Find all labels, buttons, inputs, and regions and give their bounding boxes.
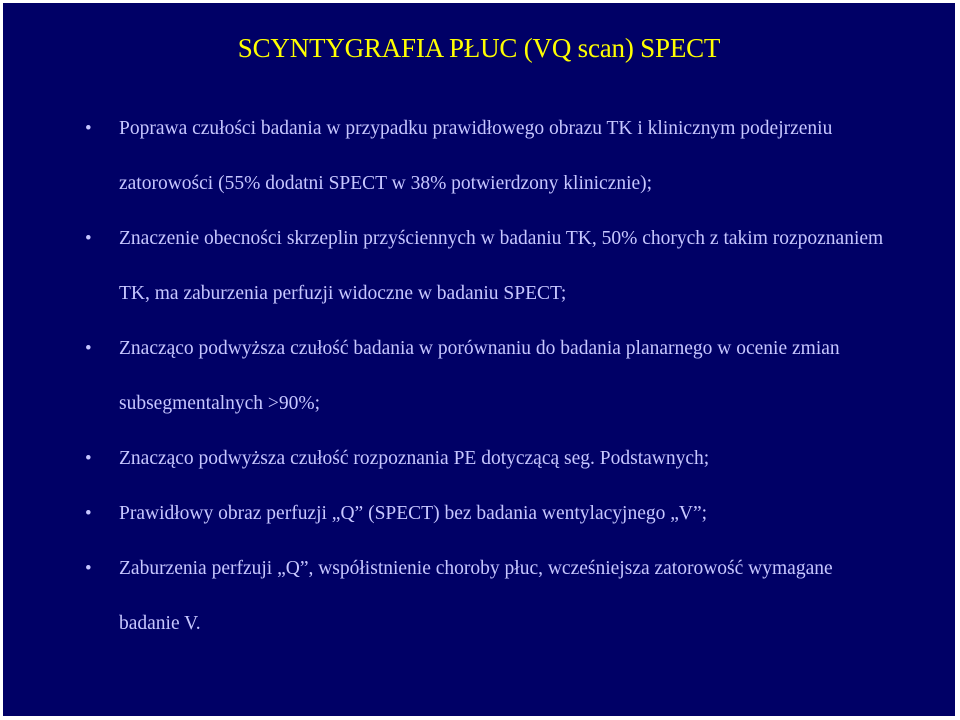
bullet-item xyxy=(3,431,955,486)
slide-title: SCYNTYGRAFIA PŁUC (VQ scan) SPECT xyxy=(237,33,721,63)
bullet-item xyxy=(3,101,955,211)
bullet-dot-icon: • xyxy=(85,558,92,579)
bullet-item xyxy=(3,486,955,541)
bullet-text: Zaburzenia perfzuji „Q”, współistnienie choroby płuc, wcześniejsza zatorowość wymagane badanie V. xyxy=(119,558,833,634)
bullet-item xyxy=(3,541,955,651)
bullet-dot-icon: • xyxy=(85,503,92,524)
slide xyxy=(3,3,955,716)
bullet-dot-icon: • xyxy=(85,448,92,469)
bullet-text: Poprawa czułości badania w przypadku prawidłowego obrazu TK i klinicznym podejrzeniu zatorowości (55% dodatni SPECT w 38% potwierdzony klinicznie); xyxy=(119,118,833,194)
bullet-list xyxy=(3,101,955,651)
bullet-dot-icon: • xyxy=(85,338,92,359)
bullet-item xyxy=(3,321,955,431)
bullet-text: Znaczenie obecności skrzeplin przyściennych w badaniu TK, 50% chorych z takim rozpoznaniem TK, ma zaburzenia perfuzji widoczne w badaniu SPECT; xyxy=(119,228,884,304)
bullet-item xyxy=(3,211,955,321)
bullet-text: Znacząco podwyższa czułość badania w porównaniu do badania planarnego w ocenie zmian subsegmentalnych >90%; xyxy=(119,338,840,414)
bullet-text: Znacząco podwyższa czułość rozpoznania PE dotyczącą seg. Podstawnych; xyxy=(119,448,710,469)
bullet-text: Prawidłowy obraz perfuzji „Q” (SPECT) bez badania wentylacyjnego „V”; xyxy=(119,503,708,524)
bullet-dot-icon: • xyxy=(85,228,92,249)
bullet-dot-icon: • xyxy=(85,118,92,139)
